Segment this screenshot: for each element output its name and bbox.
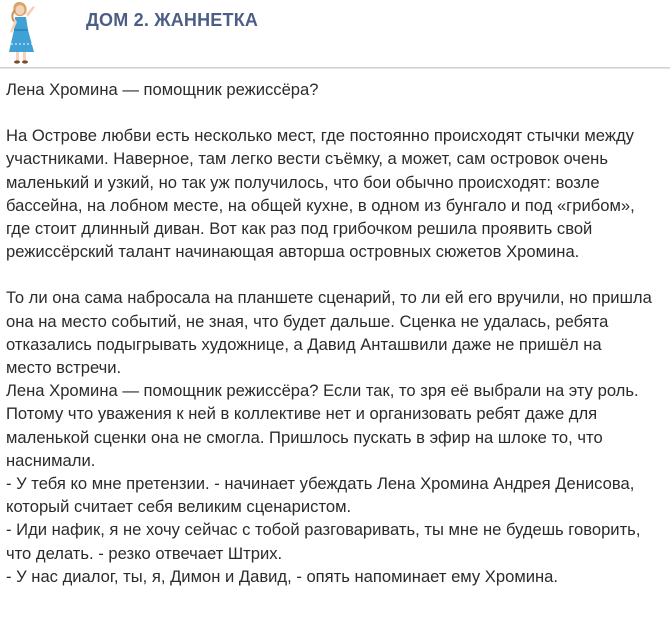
site-title[interactable]: ДОМ 2. ЖАННЕТКА — [86, 10, 259, 30]
text-line: маленький и узкий, но так уж получилось, что бои обычно происходят: возле — [6, 172, 600, 192]
text-line: Лена Хромина — помощник режиссёра? Если так, то зря её выбрали на эту роль. — [6, 381, 639, 401]
article-headline: Лена Хромина — помощник режиссёра? — [6, 80, 319, 99]
text-line: отказались подыгрывать художнице, а Давид Анташвили даже не пришёл на — [6, 334, 602, 354]
text-line: На Острове любви есть несколько мест, где постоянно происходят стычки между — [6, 126, 634, 146]
paragraph-1 — [6, 124, 666, 263]
text-line: - У нас диалог, ты, я, Димон и Давид, - опять напоминает ему Хромина. — [6, 566, 559, 586]
girl-in-blue-dress-icon[interactable] — [5, 0, 43, 64]
text-line: режиссёрский талант начинающая авторша островных сюжетов Хромина. — [6, 242, 580, 262]
text-line: что делать. - резко отвечает Штрих. — [6, 543, 283, 563]
article-body — [6, 78, 666, 588]
text-line: То ли она сама набросала на планшете сценарий, то ли ей его вручили, но пришла — [6, 288, 652, 308]
paragraph-2 — [6, 286, 666, 588]
site-header — [0, 0, 670, 68]
text-line: где стоит длинный диван. Вот как раз под грибочком решила проявить свой — [6, 219, 593, 239]
text-line: участниками. Наверное, там легко вести съёмку, а может, сам островок очень — [6, 149, 608, 169]
text-line: - Иди нафик, я не хочу сейчас с тобой разговаривать, ты мне не будешь говорить, — [6, 520, 641, 540]
text-line: бассейна, на лобном месте, на общей кухне, в одном из бунгало и под «грибом», — [6, 195, 635, 215]
text-line: Потому что уважения к ней в коллективе нет и организовать ребят даже для — [6, 404, 598, 424]
text-line: который считает себя великим сценаристом. — [6, 497, 352, 517]
header-divider — [0, 67, 670, 69]
text-line: - У тебя ко мне претензии. - начинает убеждать Лена Хромина Андрея Денисова, — [6, 474, 635, 494]
text-line: место встречи. — [6, 358, 122, 378]
text-line: наснимали. — [6, 450, 96, 470]
text-line: она на место событий, не зная, что будет дальше. Сценка не удалась, ребята — [6, 311, 609, 331]
text-line: маленькой сценки она не смогла. Пришлось пускать в эфир на шлоке то, что — [6, 427, 603, 447]
